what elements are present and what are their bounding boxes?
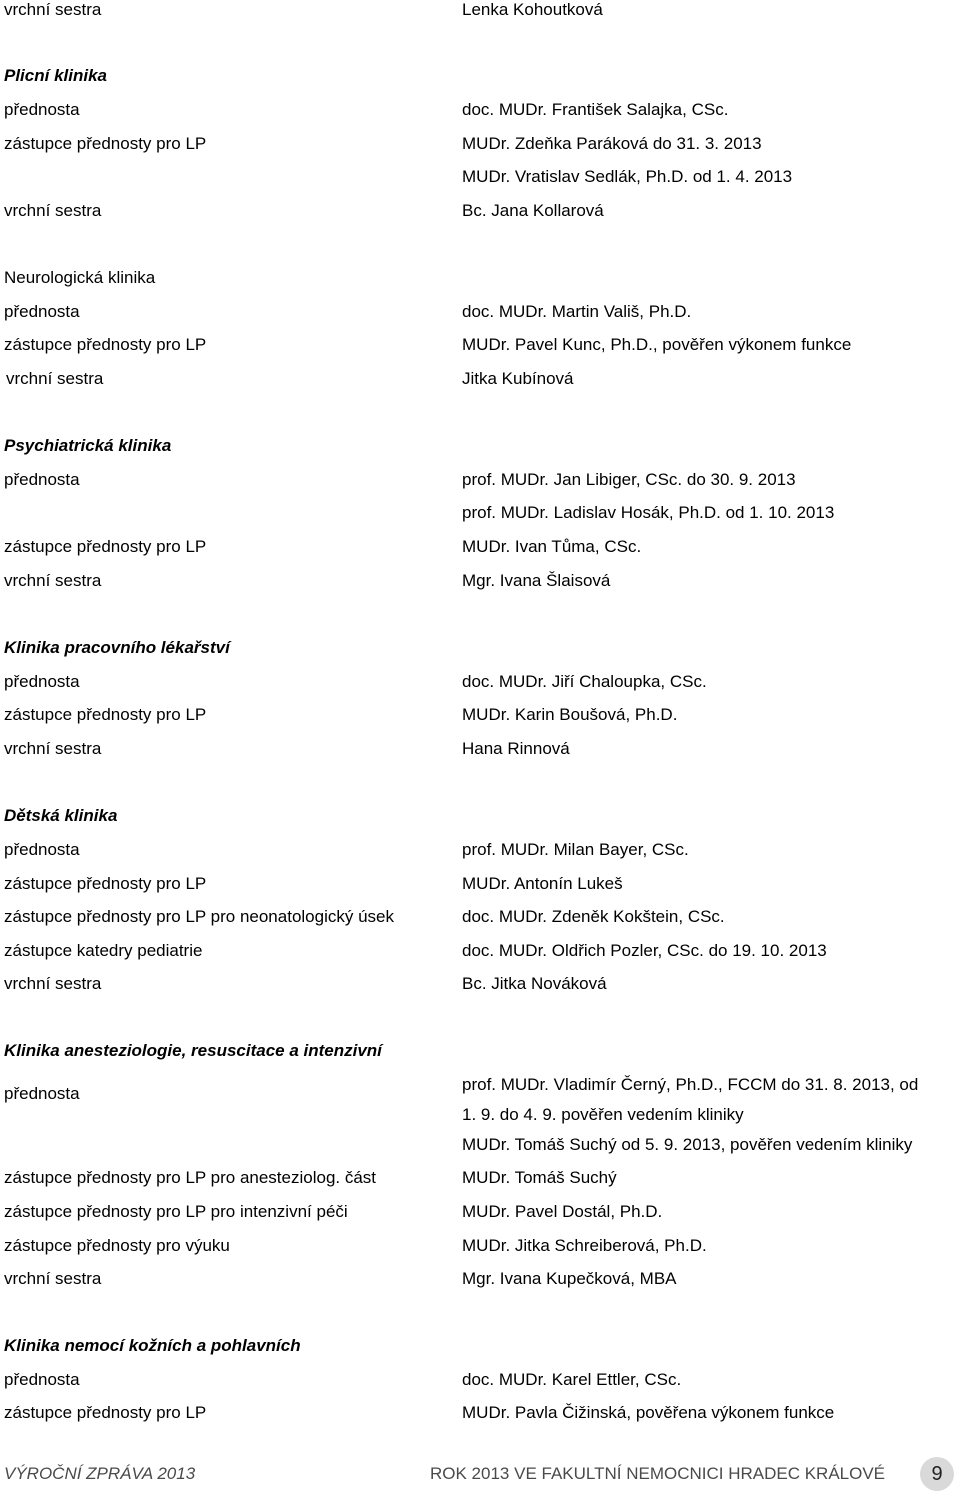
person-name: MUDr. Jitka Schreiberová, Ph.D. bbox=[462, 1236, 707, 1255]
person-name: MUDr. Pavla Čižinská, pověřena výkonem funkce bbox=[462, 1403, 835, 1422]
section-heading-psychiatricka: Psychiatrická klinika bbox=[4, 436, 172, 455]
person-name: MUDr. Tomáš Suchý bbox=[462, 1168, 617, 1187]
footer-section-title: ROK 2013 VE FAKULTNÍ NEMOCNICI HRADEC KRÁLOVÉ bbox=[430, 1464, 886, 1483]
role-label: zástupce přednosty pro LP bbox=[4, 537, 207, 556]
role-label: zástupce přednosty pro výuku bbox=[4, 1236, 230, 1255]
person-name: Mgr. Ivana Kupečková, MBA bbox=[462, 1269, 677, 1288]
role-label: zástupce přednosty pro LP pro anesteziolog. část bbox=[4, 1168, 377, 1187]
role-label: zástupce přednosty pro LP bbox=[4, 874, 207, 893]
footer-report-title: VÝROČNÍ ZPRÁVA 2013 bbox=[4, 1464, 196, 1483]
person-name: prof. MUDr. Milan Bayer, CSc. bbox=[462, 840, 689, 859]
page-number-badge: 9 bbox=[920, 1457, 954, 1491]
person-name: doc. MUDr. Martin Vališ, Ph.D. bbox=[462, 302, 692, 321]
person-name: Mgr. Ivana Šlaisová bbox=[462, 571, 611, 590]
person-name: doc. MUDr. Karel Ettler, CSc. bbox=[462, 1370, 682, 1389]
person-name: Hana Rinnová bbox=[462, 739, 570, 758]
person-name: MUDr. Pavel Kunc, Ph.D., pověřen výkonem funkce bbox=[462, 335, 852, 354]
section-heading-neurologicka: Neurologická klinika bbox=[4, 268, 156, 287]
role-label: zástupce přednosty pro LP pro intenzivní péči bbox=[4, 1202, 348, 1221]
person-name: doc. MUDr. Oldřich Pozler, CSc. do 19. 10. 2013 bbox=[462, 941, 827, 960]
role-label: přednosta bbox=[4, 302, 80, 321]
role-label: vrchní sestra bbox=[4, 1269, 102, 1288]
role-label: zástupce katedry pediatrie bbox=[4, 941, 203, 960]
role-label: zástupce přednosty pro LP pro neonatologický úsek bbox=[4, 907, 394, 926]
section-heading-pracovni: Klinika pracovního lékařství bbox=[4, 638, 230, 657]
section-heading-plicni: Plicní klinika bbox=[4, 66, 107, 85]
person-name: MUDr. Zdeňka Paráková do 31. 3. 2013 bbox=[462, 134, 762, 153]
person-name: MUDr. Vratislav Sedlák, Ph.D. od 1. 4. 2013 bbox=[462, 167, 793, 186]
role-label: zástupce přednosty pro LP bbox=[4, 1403, 207, 1422]
person-name: Jitka Kubínová bbox=[462, 369, 574, 388]
role-label: přednosta bbox=[4, 672, 80, 691]
person-name: MUDr. Ivan Tůma, CSc. bbox=[462, 537, 642, 556]
role-label: přednosta bbox=[4, 1370, 80, 1389]
person-name: MUDr. Karin Boušová, Ph.D. bbox=[462, 705, 678, 724]
role-label: vrchní sestra bbox=[4, 974, 102, 993]
person-name: Bc. Jitka Nováková bbox=[462, 974, 607, 993]
person-name: Bc. Jana Kollarová bbox=[462, 201, 604, 220]
person-name: 1. 9. do 4. 9. pověřen vedením kliniky bbox=[462, 1105, 744, 1124]
role-label: vrchní sestra bbox=[4, 571, 102, 590]
role-label: vrchní sestra bbox=[6, 369, 104, 388]
role-label: vrchní sestra bbox=[4, 201, 102, 220]
section-heading-kozni: Klinika nemocí kožních a pohlavních bbox=[4, 1336, 301, 1355]
person-name: doc. MUDr. Zdeněk Kokštein, CSc. bbox=[462, 907, 725, 926]
role-label: přednosta bbox=[4, 100, 80, 119]
role-label: vrchní sestra bbox=[4, 739, 102, 758]
person-name: Lenka Kohoutková bbox=[462, 0, 603, 19]
person-name: MUDr. Pavel Dostál, Ph.D. bbox=[462, 1202, 663, 1221]
section-heading-anesteziologie: Klinika anesteziologie, resuscitace a intenzivní bbox=[4, 1041, 382, 1060]
section-heading-detska: Dětská klinika bbox=[4, 806, 118, 825]
role-label: zástupce přednosty pro LP bbox=[4, 335, 207, 354]
person-name: prof. MUDr. Jan Libiger, CSc. do 30. 9. 2013 bbox=[462, 470, 796, 489]
person-name: MUDr. Antonín Lukeš bbox=[462, 874, 623, 893]
person-name: prof. MUDr. Vladimír Černý, Ph.D., FCCM do 31. 8. 2013, od bbox=[462, 1075, 919, 1094]
role-label: přednosta bbox=[4, 1084, 80, 1103]
person-name: doc. MUDr. František Salajka, CSc. bbox=[462, 100, 729, 119]
person-name: prof. MUDr. Ladislav Hosák, Ph.D. od 1. 10. 2013 bbox=[462, 503, 835, 522]
role-label: zástupce přednosty pro LP bbox=[4, 705, 207, 724]
role-label: vrchní sestra bbox=[4, 0, 102, 19]
person-name: doc. MUDr. Jiří Chaloupka, CSc. bbox=[462, 672, 707, 691]
role-label: přednosta bbox=[4, 840, 80, 859]
role-label: přednosta bbox=[4, 470, 80, 489]
person-name: MUDr. Tomáš Suchý od 5. 9. 2013, pověřen vedením kliniky bbox=[462, 1135, 913, 1154]
role-label: zástupce přednosty pro LP bbox=[4, 134, 207, 153]
